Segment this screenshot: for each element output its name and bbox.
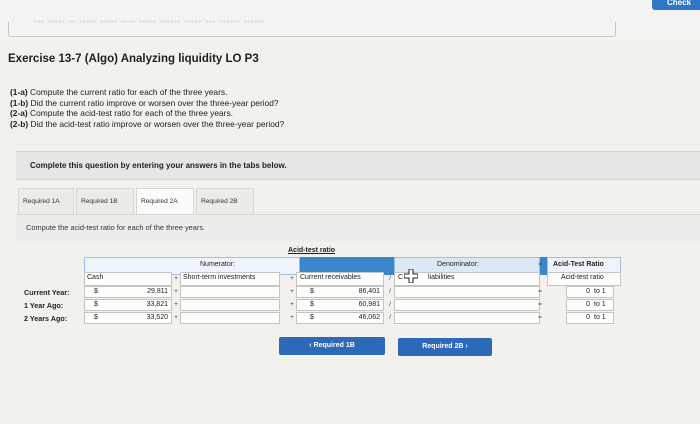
equals-sign: =	[538, 314, 542, 321]
sti-input[interactable]	[180, 299, 280, 311]
acid-test-table	[20, 245, 621, 331]
check-button[interactable]: Check	[652, 0, 700, 10]
instructions	[10, 87, 284, 129]
chevron-right-icon: ›	[465, 343, 468, 350]
liabilities-input[interactable]	[394, 299, 540, 311]
col-liabilities-prefix: C	[398, 274, 404, 281]
row-label-1-year-ago: 1 Year Ago:	[24, 301, 64, 310]
sti-input[interactable]	[180, 286, 280, 298]
plus-sign: +	[290, 275, 294, 282]
currency-sign: $	[310, 314, 314, 321]
slash-sign: /	[389, 301, 391, 308]
plus-sign: +	[174, 314, 178, 321]
result-label: Acid-Test Ratio	[553, 261, 604, 268]
row-label-2-years-ago: 2 Years Ago:	[24, 314, 68, 323]
plus-sign: +	[290, 301, 294, 308]
ratio-suffix: to 1	[594, 288, 606, 295]
ratio-suffix: to 1	[594, 301, 606, 308]
complete-text: Complete this question by entering your answers in the tabs below.	[30, 161, 287, 170]
slash-sign: /	[389, 288, 391, 295]
receivables-value: 86,401	[358, 288, 380, 295]
sti-input[interactable]	[180, 312, 280, 324]
exercise-title: Exercise 13-7 (Algo) Analyzing liquidity LO P3	[8, 53, 259, 65]
plus-sign: +	[174, 275, 178, 282]
tab-required-2a[interactable]: Required 2A	[136, 188, 194, 214]
instruction-line: (2-b) Did the acid-test ratio improve or worsen over the three-year period?	[10, 118, 285, 129]
tab-required-1a[interactable]: Required 1A	[18, 188, 74, 214]
instruction-line: (1-a) Compute the current ratio for each of the three years.	[10, 87, 228, 97]
prev-button-label: Required 1B	[313, 342, 355, 349]
numerator-label: Numerator:	[200, 261, 236, 268]
receivables-value: 46,062	[358, 314, 380, 321]
tab-required-2b[interactable]: Required 2B	[196, 188, 254, 214]
equals-sign: =	[538, 301, 542, 308]
next-required-button[interactable]	[398, 338, 492, 356]
panel-prompt: Compute the acid-test ratio for each of the three years.	[26, 223, 206, 232]
complete-instructions-bar	[16, 151, 700, 180]
receivables-value: 60,981	[358, 301, 380, 308]
chevron-left-icon: ‹	[309, 342, 312, 349]
equals-sign: =	[538, 288, 542, 295]
denominator-label: Denominator:	[437, 261, 480, 268]
col-cash-label: Cash	[87, 274, 104, 281]
slash-sign: /	[389, 314, 391, 321]
next-button-label: Required 2B	[422, 343, 464, 350]
equals-sign: =	[538, 261, 542, 268]
blurred-header-text: ... ..... .. ..... ..... .... ..... ...... ..... ... ...... ......	[34, 14, 266, 24]
liabilities-input[interactable]	[394, 286, 540, 298]
col-sti-label: Short-term investments	[183, 274, 256, 281]
slash-sign: /	[389, 275, 391, 282]
top-banner	[0, 0, 700, 40]
question-panel	[16, 214, 700, 242]
move-cursor-icon	[404, 269, 418, 283]
col-liabilities-label: liabilities	[428, 274, 455, 281]
ratio-value: 0	[586, 288, 590, 295]
plus-sign: +	[174, 301, 178, 308]
ratio-value: 0	[586, 301, 590, 308]
ratio-value: 0	[586, 314, 590, 321]
currency-sign: $	[94, 314, 98, 321]
col-receivables-label: Current receivables	[300, 274, 361, 281]
instruction-line: (2-a) Compute the acid-test ratio for each of the three years.	[10, 108, 233, 119]
cash-value: 33,821	[146, 301, 168, 308]
currency-sign: $	[310, 288, 314, 295]
plus-sign: +	[174, 288, 178, 295]
plus-sign: +	[290, 288, 294, 295]
cash-value: 33,520	[146, 314, 168, 321]
currency-sign: $	[94, 301, 98, 308]
instruction-line: (1-b) Did the current ratio improve or worsen over the three-year period?	[10, 97, 279, 108]
tab-required-1b[interactable]: Required 1B	[76, 188, 134, 214]
ratio-suffix: to 1	[594, 314, 606, 321]
plus-sign: +	[290, 314, 294, 321]
liabilities-input[interactable]	[394, 312, 540, 324]
col-result-label: Acid-test ratio	[561, 274, 604, 281]
cash-value: 29,811	[147, 288, 168, 295]
group-title: Acid-test ratio	[288, 247, 336, 254]
row-label-current: Current Year:	[24, 288, 70, 297]
currency-sign: $	[310, 301, 314, 308]
prev-required-button[interactable]	[279, 337, 385, 355]
header-divider	[8, 22, 616, 37]
currency-sign: $	[94, 288, 98, 295]
